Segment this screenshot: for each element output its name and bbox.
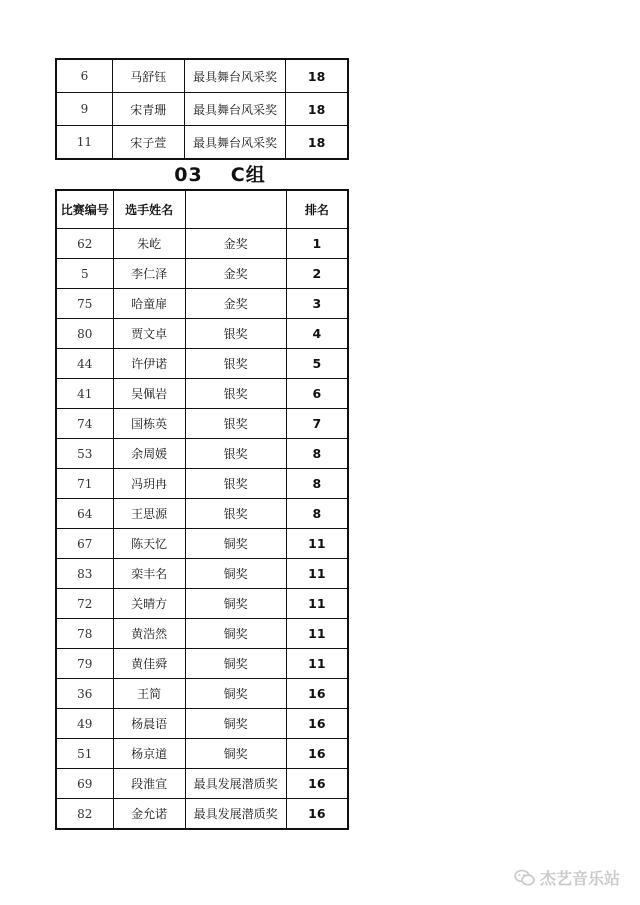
- group-number: 03: [174, 164, 203, 186]
- contestant-name: 王思源: [113, 499, 185, 529]
- contestant-name: 马舒钰: [112, 59, 184, 93]
- rank: 7: [286, 409, 348, 439]
- award: 铜奖: [185, 739, 286, 769]
- contestant-name: 金允诺: [113, 799, 185, 830]
- watermark-text: 杰艺音乐站: [539, 869, 620, 888]
- table-row: [56, 469, 348, 499]
- entry-id: 80: [56, 319, 113, 349]
- table-row: [56, 709, 348, 739]
- table-row: [56, 589, 348, 619]
- rank: 18: [286, 93, 348, 126]
- contestant-name: 杨京道: [113, 739, 185, 769]
- group-c-results-table: [55, 189, 349, 830]
- table-header-row: [56, 190, 348, 229]
- entry-id: 36: [56, 679, 113, 709]
- header-id: 比赛编号: [56, 190, 113, 229]
- rank: 18: [286, 126, 348, 160]
- award: 铜奖: [185, 709, 286, 739]
- table-row: [56, 439, 348, 469]
- entry-id: 9: [56, 93, 112, 126]
- group-title: [140, 160, 300, 187]
- table-row: [56, 649, 348, 679]
- entry-id: 74: [56, 409, 113, 439]
- table-row: [56, 529, 348, 559]
- award: 最具舞台风采奖: [184, 126, 286, 160]
- entry-id: 69: [56, 769, 113, 799]
- award: 银奖: [185, 499, 286, 529]
- entry-id: 41: [56, 379, 113, 409]
- rank: 16: [286, 799, 348, 830]
- rank: 16: [286, 679, 348, 709]
- contestant-name: 黄佳舜: [113, 649, 185, 679]
- contestant-name: 哈童扉: [113, 289, 185, 319]
- entry-id: 79: [56, 649, 113, 679]
- table-row: [56, 126, 348, 160]
- entry-id: 49: [56, 709, 113, 739]
- entry-id: 71: [56, 469, 113, 499]
- wechat-icon: [514, 869, 536, 887]
- contestant-name: 关晴方: [113, 589, 185, 619]
- rank: 6: [286, 379, 348, 409]
- entry-id: 53: [56, 439, 113, 469]
- entry-id: 72: [56, 589, 113, 619]
- table-row: [56, 379, 348, 409]
- rank: 1: [286, 229, 348, 259]
- rank: 2: [286, 259, 348, 289]
- contestant-name: 黄浩然: [113, 619, 185, 649]
- award: 最具舞台风采奖: [184, 93, 286, 126]
- rank: 8: [286, 469, 348, 499]
- award: 铜奖: [185, 649, 286, 679]
- table-row: [56, 619, 348, 649]
- contestant-name: 冯玥冉: [113, 469, 185, 499]
- table-row: [56, 289, 348, 319]
- watermark: [514, 866, 620, 889]
- entry-id: 82: [56, 799, 113, 830]
- award: 最具发展潜质奖: [185, 799, 286, 830]
- rank: 16: [286, 769, 348, 799]
- entry-id: 67: [56, 529, 113, 559]
- contestant-name: 栾丰名: [113, 559, 185, 589]
- table-row: [56, 349, 348, 379]
- award: 金奖: [185, 229, 286, 259]
- rank: 5: [286, 349, 348, 379]
- award: 铜奖: [185, 529, 286, 559]
- rank: 4: [286, 319, 348, 349]
- table-row: [56, 259, 348, 289]
- header-name: 选手姓名: [113, 190, 185, 229]
- top-results-table: [55, 58, 349, 160]
- contestant-name: 杨晨语: [113, 709, 185, 739]
- award: 最具舞台风采奖: [184, 59, 286, 93]
- header-award: [185, 190, 286, 229]
- award: 银奖: [185, 379, 286, 409]
- contestant-name: 李仁泽: [113, 259, 185, 289]
- rank: 3: [286, 289, 348, 319]
- award: 银奖: [185, 409, 286, 439]
- award: 铜奖: [185, 589, 286, 619]
- entry-id: 62: [56, 229, 113, 259]
- award: 银奖: [185, 439, 286, 469]
- contestant-name: 余周媛: [113, 439, 185, 469]
- award: 金奖: [185, 259, 286, 289]
- contestant-name: 陈天忆: [113, 529, 185, 559]
- table-row: [56, 59, 348, 93]
- entry-id: 78: [56, 619, 113, 649]
- table-row: [56, 319, 348, 349]
- table-row: [56, 739, 348, 769]
- entry-id: 83: [56, 559, 113, 589]
- contestant-name: 国栋英: [113, 409, 185, 439]
- entry-id: 75: [56, 289, 113, 319]
- rank: 18: [286, 59, 348, 93]
- contestant-name: 段淮宣: [113, 769, 185, 799]
- table-row: [56, 799, 348, 830]
- group-name: C组: [230, 164, 266, 186]
- entry-id: 44: [56, 349, 113, 379]
- award: 铜奖: [185, 619, 286, 649]
- table-row: [56, 409, 348, 439]
- award: 铜奖: [185, 559, 286, 589]
- rank: 8: [286, 499, 348, 529]
- table-row: [56, 229, 348, 259]
- contestant-name: 朱屹: [113, 229, 185, 259]
- entry-id: 6: [56, 59, 112, 93]
- contestant-name: 许伊诺: [113, 349, 185, 379]
- contestant-name: 王简: [113, 679, 185, 709]
- entry-id: 11: [56, 126, 112, 160]
- rank: 16: [286, 739, 348, 769]
- rank: 8: [286, 439, 348, 469]
- contestant-name: 宋子萱: [112, 126, 184, 160]
- award: 铜奖: [185, 679, 286, 709]
- award: 银奖: [185, 319, 286, 349]
- entry-id: 64: [56, 499, 113, 529]
- entry-id: 5: [56, 259, 113, 289]
- table-row: [56, 499, 348, 529]
- table-row: [56, 769, 348, 799]
- contestant-name: 贾文卓: [113, 319, 185, 349]
- award: 金奖: [185, 289, 286, 319]
- rank: 11: [286, 589, 348, 619]
- header-rank: 排名: [286, 190, 348, 229]
- award: 银奖: [185, 469, 286, 499]
- rank: 16: [286, 709, 348, 739]
- rank: 11: [286, 619, 348, 649]
- table-row: [56, 93, 348, 126]
- contestant-name: 吴佩岩: [113, 379, 185, 409]
- rank: 11: [286, 559, 348, 589]
- contestant-name: 宋青珊: [112, 93, 184, 126]
- award: 最具发展潜质奖: [185, 769, 286, 799]
- rank: 11: [286, 649, 348, 679]
- table-row: [56, 559, 348, 589]
- rank: 11: [286, 529, 348, 559]
- table-row: [56, 679, 348, 709]
- entry-id: 51: [56, 739, 113, 769]
- award: 银奖: [185, 349, 286, 379]
